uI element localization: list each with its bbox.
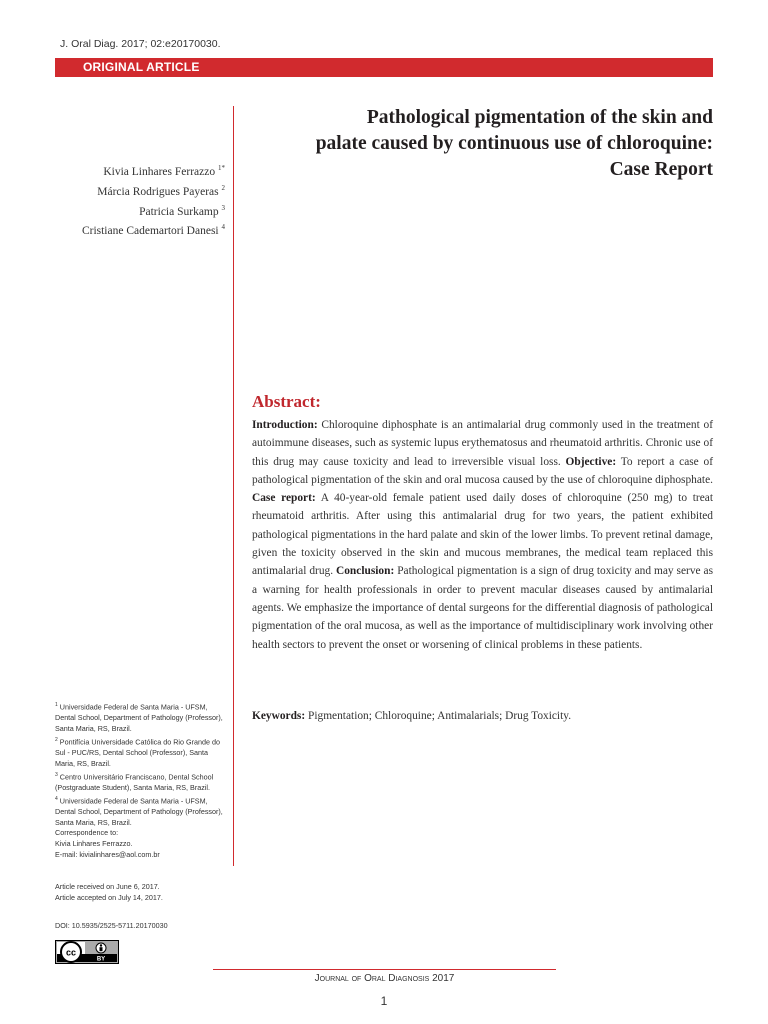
case-report-label: Case report: <box>252 492 316 505</box>
creative-commons-by-icon <box>55 940 119 964</box>
correspondence-label: Correspondence to: <box>55 828 119 837</box>
accepted-date: Article accepted on July 14, 2017. <box>55 892 163 902</box>
intro-label: Introduction: <box>252 419 318 431</box>
author: Patricia Surkamp $^3$ <box>139 203 225 218</box>
column-divider <box>233 106 234 866</box>
affiliation: $^1$ Universidade Federal de Santa Maria - UFSM, Dental School, Department of Pathology (Professor), Santa Maria, RS, Brazil. <box>55 702 223 733</box>
title-line: Pathological pigmentation of the skin and <box>366 107 713 128</box>
author: Kivia Linhares Ferrazzo $^{1*}$ <box>103 164 225 178</box>
author: Márcia Rodrigues Payeras $^2$ <box>97 183 225 198</box>
cc-mark: cc <box>65 947 77 958</box>
correspondence-email: E-mail: kivialinhares@aol.com.br <box>55 849 160 859</box>
conclusion-text: Pathological pigmentation is a sign of drug toxicity and may serve as a warning for health professionals in order to prevent macular diseases caused by antimalarial agents. We emphasize the importance of dental surgeons for the differential diagnosis of pathological pigmentation of the oral mucosa, as well as the importance of multidisciplinary work involving other health sectors to prevent the onset or worsening of clinical problems in these patients. <box>252 565 713 651</box>
section-label: ORIGINAL ARTICLE <box>83 60 200 74</box>
affiliation: $^2$ Pontifícia Universidade Católica do Rio Grande do Sul - PUC/RS, Dental School (Professor), Santa Maria, RS, Brazil. <box>55 736 220 768</box>
title-line: palate caused by continuous use of chloroquine: <box>315 133 713 154</box>
objective-label: Objective: <box>565 455 617 468</box>
article-title <box>244 105 713 183</box>
keywords-text: Pigmentation; Chloroquine; Antimalarials; Drug Toxicity. <box>305 710 572 722</box>
intro-text: Chloroquine diphosphate is an antimalarial drug commonly used in the treatment of autoimmune diseases, such as systemic lupus erythematosus and rheumatoid arthritis. Chronic use of this drug may cause toxicity and lead to irreversible visual loss. <box>252 419 713 468</box>
affiliation: $^3$ Centro Universitário Franciscano, Dental School (Postgraduate Student), Santa Maria, RS, Brazil. <box>55 771 214 792</box>
page-number: 1 <box>380 994 388 1008</box>
received-date: Article received on June 6, 2017. <box>55 882 160 891</box>
keywords <box>252 710 713 722</box>
by-mark: BY <box>96 956 106 963</box>
article-dates <box>55 882 227 904</box>
title-line: Case Report <box>609 159 713 180</box>
author-list <box>20 160 225 239</box>
footer-rule <box>213 969 556 970</box>
correspondence-name: Kivia Linhares Ferrazzo. <box>55 838 133 848</box>
footer-journal: Journal of Oral Diagnosis 2017 <box>314 973 455 984</box>
keywords-label: Keywords: <box>252 710 306 722</box>
affiliations <box>55 700 227 828</box>
objective-text: To report a case of pathological pigmentation of the skin and oral mucosa caused by the use of chloroquine diphosphate. <box>252 455 713 486</box>
case-report-text: A 40-year-old female patient used daily doses of chloroquine (250 mg) to treat rheumatoid arthritis. After using this antimalarial drug for two years, the patient exhibited pathological pigmentations in the hard palate and skin of the lower limbs. To prevent retinal damage, given the toxicity observed in the skin and mucous membranes, the medical team replaced this antimalarial drug. <box>252 492 713 578</box>
affiliation: $^4$ Universidade Federal de Santa Maria - UFSM, Dental School, Department of Pathology (Professor), Santa Maria, RS, Brazil. <box>55 795 223 827</box>
abstract-heading: Abstract: <box>252 392 321 411</box>
doi: DOI: 10.5935/2525-5711.20170030 <box>55 921 168 930</box>
journal-citation: J. Oral Diag. 2017; 02:e20170030. <box>60 38 221 50</box>
correspondence <box>55 828 227 860</box>
author: Cristiane Cademartori Danesi $^4$ <box>81 223 225 238</box>
abstract-body <box>252 416 713 654</box>
section-banner <box>55 58 713 77</box>
conclusion-label: Conclusion: <box>336 565 395 578</box>
